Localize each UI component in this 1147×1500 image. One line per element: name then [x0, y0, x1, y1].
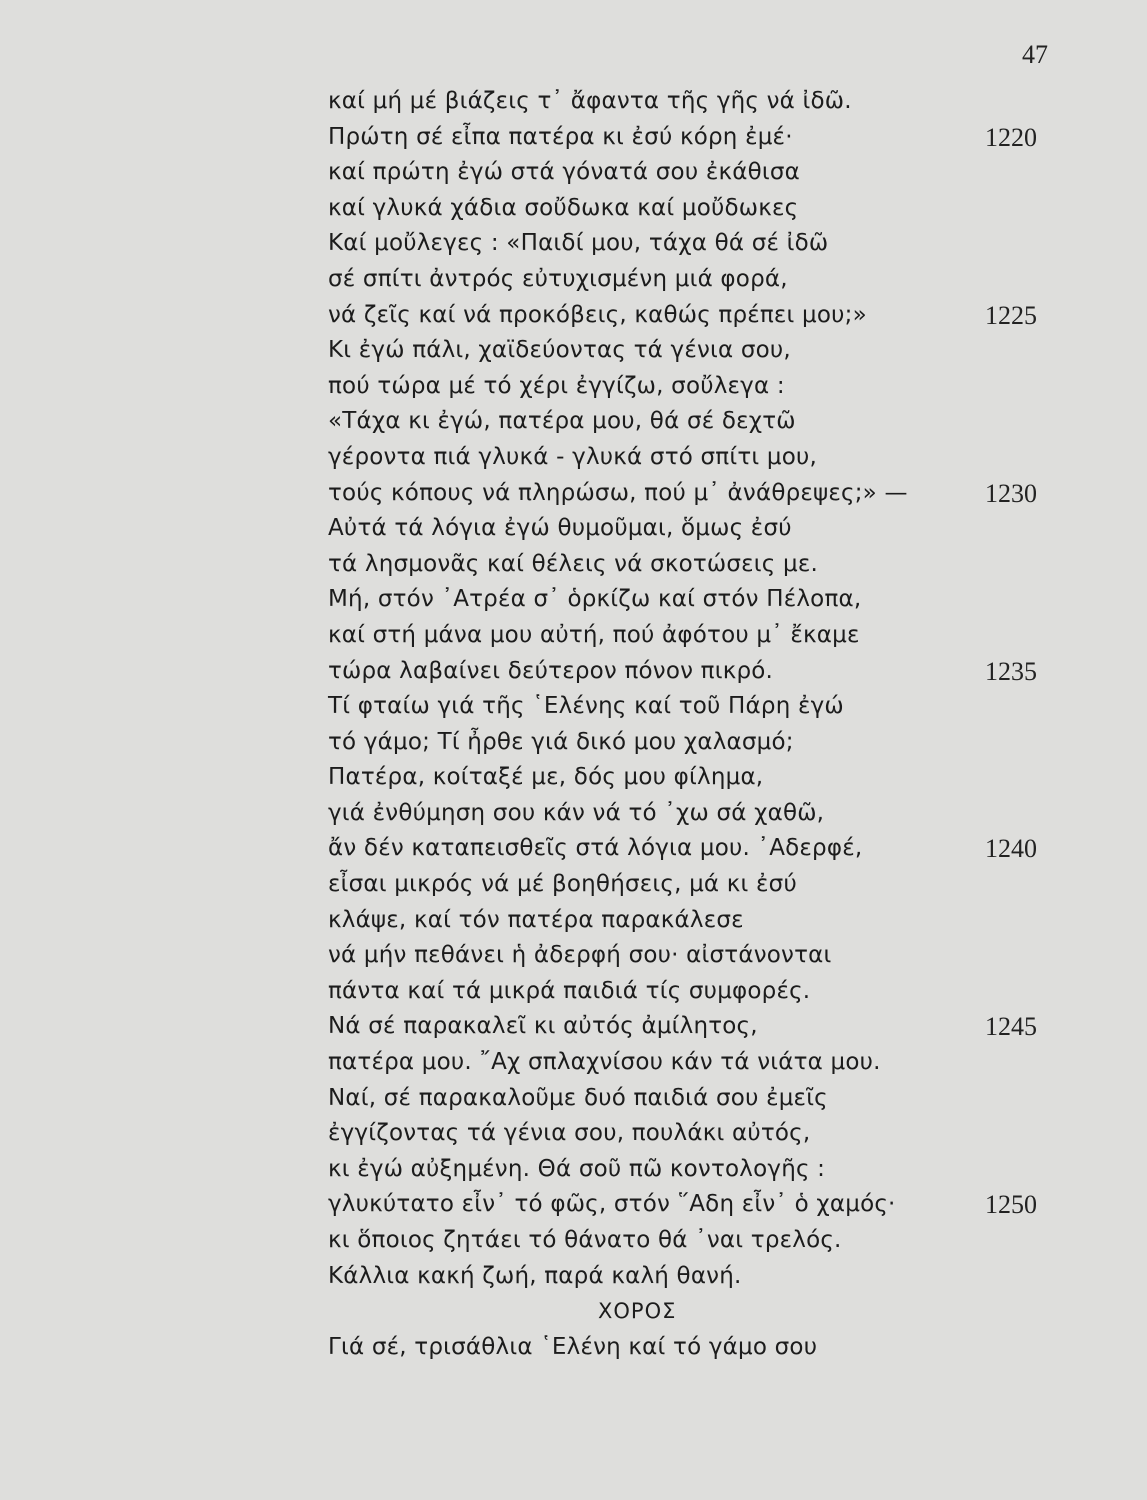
verse-text: καί γλυκά χάδια σοὔδωκα καί μοὔδωκες	[328, 194, 799, 221]
verse-line	[0, 689, 1147, 725]
line-number: 1220	[985, 122, 1037, 152]
verse-line	[0, 938, 1147, 974]
verse-text: πού τώρα μέ τό χέρι ἐγγίζω, σοὔλεγα :	[328, 372, 785, 399]
verse-line	[0, 1045, 1147, 1081]
verse-line	[0, 1259, 1147, 1295]
verse-line	[0, 84, 1147, 120]
verse-text: Τί φταίω γιά τῆς ῾Ελένης καί τοῦ Πάρη ἐγώ	[328, 693, 844, 720]
verse-text: τώρα λαβαίνει δεύτερον πόνον πικρό.	[328, 657, 774, 684]
line-number: 1245	[985, 1012, 1037, 1042]
verse-line	[0, 1152, 1147, 1188]
verse-text: πάντα καί τά μικρά παιδιά τίς συμφορές.	[328, 977, 811, 1004]
verse-text: Πατέρα, κοίταξέ με, δός μου φίλημα,	[328, 764, 764, 791]
verse-line	[0, 262, 1147, 298]
verse-line	[0, 333, 1147, 369]
speaker-line	[0, 1294, 1147, 1330]
verse-line	[0, 511, 1147, 547]
verse-text: νά μήν πεθάνει ἡ ἀδερφή σου· αἰστάνονται	[328, 942, 832, 969]
verse-line	[0, 867, 1147, 903]
verse-text: «Τάχα κι ἐγώ, πατέρα μου, θά σέ δεχτῶ	[328, 408, 796, 435]
verse-line	[0, 298, 1147, 334]
verse-line	[0, 226, 1147, 262]
verse-line	[0, 618, 1147, 654]
line-number: 1225	[985, 300, 1037, 330]
verse-text: Μή, στόν ᾿Ατρέα σ᾿ ὁρκίζω καί στόν Πέλοπα,	[328, 586, 862, 613]
verse-text: Καί μοὔλεγες : «Παιδί μου, τάχα θά σέ ἰδῶ	[328, 230, 829, 257]
verse-text: κλάψε, καί τόν πατέρα παρακάλεσε	[328, 906, 744, 933]
verse-line	[0, 654, 1147, 690]
line-number: 1240	[985, 834, 1037, 864]
verse-text: εἶσαι μικρός νά μέ βοηθήσεις, μά κι ἐσύ	[328, 871, 797, 898]
verse-line	[0, 369, 1147, 405]
verse-text: σέ σπίτι ἀντρός εὐτυχισμένη μιά φορά,	[328, 265, 788, 292]
verse-text: Πρώτη σέ εἶπα πατέρα κι ἐσύ κόρη ἐμέ·	[328, 123, 793, 150]
verse-line	[0, 404, 1147, 440]
page-number: 47	[1022, 40, 1048, 69]
line-number: 1230	[985, 478, 1037, 508]
verse-line	[0, 1081, 1147, 1117]
verse-line	[0, 120, 1147, 156]
verse-text: νά ζεῖς καί νά προκόβεις, καθώς πρέπει μου;»	[328, 301, 867, 328]
verse-text: τό γάμο; Τί ἦρθε γιά δικό μου χαλασμό;	[328, 728, 794, 755]
verse-text: Κάλλια κακή ζωή, παρά καλή θανή.	[328, 1262, 742, 1289]
verse-line	[0, 440, 1147, 476]
verse-line	[0, 760, 1147, 796]
verse-text: γέροντα πιά γλυκά - γλυκά στό σπίτι μου,	[328, 443, 817, 470]
poem-text	[0, 84, 1147, 1365]
verse-text: καί πρώτη ἐγώ στά γόνατά σου ἐκάθισα	[328, 159, 800, 186]
verse-line	[0, 974, 1147, 1010]
line-number: 1235	[985, 656, 1037, 686]
verse-line	[0, 191, 1147, 227]
verse-line	[0, 1116, 1147, 1152]
verse-text: κι ἐγώ αὐξημένη. Θά σοῦ πῶ κοντολογῆς :	[328, 1155, 826, 1182]
verse-text: γλυκύτατο εἶν᾿ τό φῶς, στόν ῞Αδη εἶν᾿ ὁ χαμός·	[328, 1191, 896, 1218]
verse-line	[0, 582, 1147, 618]
verse-line	[0, 903, 1147, 939]
verse-text: Ναί, σέ παρακαλοῦμε δυό παιδιά σου ἐμεῖς	[328, 1084, 828, 1111]
verse-text: κι ὅποιος ζητάει τό θάνατο θά ᾿ναι τρελός.	[328, 1227, 842, 1253]
verse-line	[0, 547, 1147, 583]
verse-line	[0, 796, 1147, 832]
verse-text: τούς κόπους νά πληρώσω, πού μ᾿ ἀνάθρεψες;» —	[328, 479, 908, 506]
verse-line	[0, 1009, 1147, 1045]
verse-text: Αὐτά τά λόγια ἐγώ θυμοῦμαι, ὅμως ἐσύ	[328, 515, 792, 542]
verse-text: τά λησμονᾶς καί θέλεις νά σκοτώσεις με.	[328, 550, 818, 577]
verse-line	[0, 831, 1147, 867]
verse-line	[0, 725, 1147, 761]
verse-line	[0, 1330, 1147, 1366]
line-number: 1250	[985, 1190, 1037, 1220]
verse-line	[0, 155, 1147, 191]
verse-text: καί μή μέ βιάζεις τ᾿ ἄφαντα τῆς γῆς νά ἰδῶ.	[328, 88, 852, 114]
speaker-heading: ΧΟΡΟΣ	[598, 1299, 677, 1324]
verse-text: πατέρα μου. ῎Αχ σπλαχνίσου κάν τά νιάτα μου.	[328, 1049, 881, 1076]
verse-line	[0, 476, 1147, 512]
verse-text: γιά ἐνθύμηση σου κάν νά τό ᾿χω σά χαθῶ,	[328, 799, 825, 826]
verse-text: ἐγγίζοντας τά γένια σου, πουλάκι αὐτός,	[328, 1120, 811, 1147]
verse-line	[0, 1223, 1147, 1259]
verse-line	[0, 1187, 1147, 1223]
verse-text: Κι ἐγώ πάλι, χαϊδεύοντας τά γένια σου,	[328, 337, 791, 364]
verse-text: Νά σέ παρακαλεῖ κι αὐτός ἀμίλητος,	[328, 1013, 758, 1040]
verse-text: ἄν δέν καταπεισθεῖς στά λόγια μου. ᾿Αδερφέ,	[328, 835, 863, 862]
verse-text: καί στή μάνα μου αὐτή, πού ἀφότου μ᾿ ἔκαμε	[328, 621, 860, 648]
verse-text: Γιά σέ, τρισάθλια ῾Ελένη καί τό γάμο σου	[328, 1333, 818, 1360]
